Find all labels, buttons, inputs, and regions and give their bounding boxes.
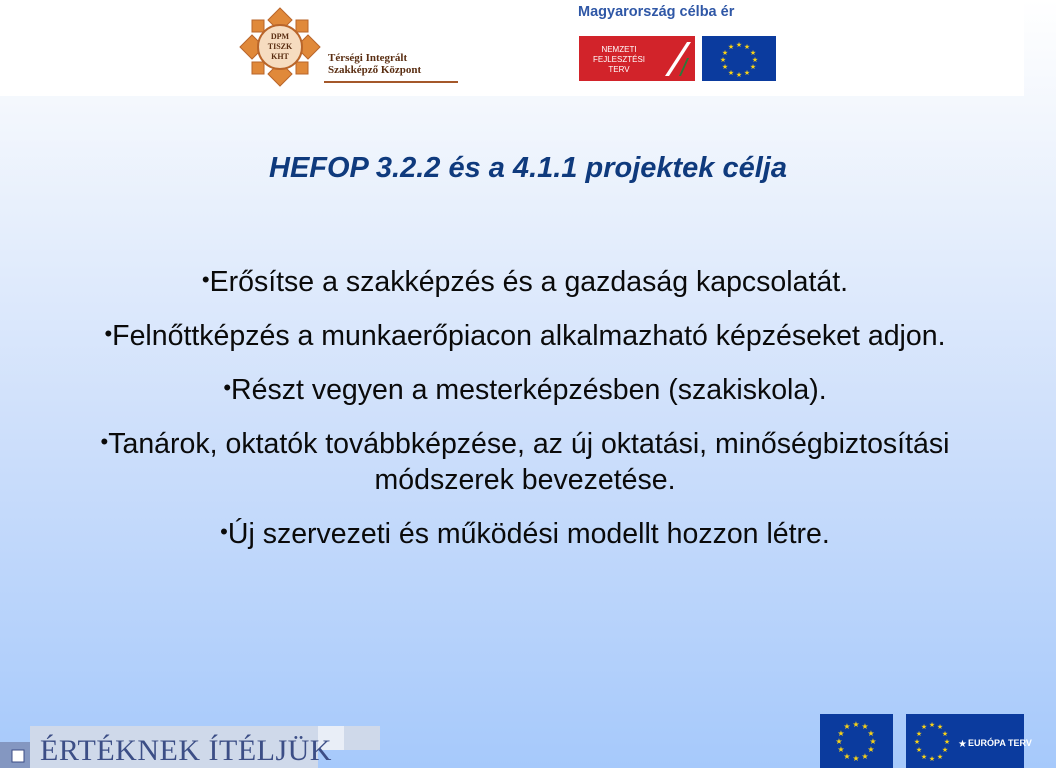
svg-text:★: ★ xyxy=(751,56,759,64)
svg-text:★: ★ xyxy=(852,754,860,763)
tiszk-name-line-1: Térségi Integrált xyxy=(328,52,408,64)
svg-text:★: ★ xyxy=(861,722,869,731)
bullet-item-4 xyxy=(70,424,980,498)
svg-text:★: ★ xyxy=(936,723,944,731)
bullet-text: Felnőttképzés a munkaerőpiacon alkalmazható képzéseket adjon. xyxy=(112,320,946,352)
footer-slogan: ÉRTÉKNEK ÍTÉLJÜK xyxy=(40,734,332,767)
nft-line-2: FEJLESZTÉSI xyxy=(592,55,646,64)
svg-text:★: ★ xyxy=(915,746,923,754)
tiszk-name-line-2: Szakképző Központ xyxy=(328,64,422,76)
svg-text:★: ★ xyxy=(837,745,845,754)
svg-text:★: ★ xyxy=(743,43,751,51)
bullet-text: Új szervezeti és működési modellt hozzon létre. xyxy=(227,518,830,550)
nft-line-1: NEMZETI xyxy=(601,45,637,54)
bullet-item-2 xyxy=(70,316,980,354)
emblem-line-2: TISZK xyxy=(267,42,293,51)
emblem-line-1: DPM xyxy=(270,32,290,41)
bullet-marker: • xyxy=(201,267,210,292)
svg-text:★: ★ xyxy=(928,721,936,729)
svg-text:★: ★ xyxy=(743,69,751,77)
svg-text:★: ★ xyxy=(958,739,967,750)
logo-underline xyxy=(324,81,458,83)
bullet-text: Erősítse a szakképzés és a gazdaság kapcsolatát. xyxy=(209,266,849,298)
slide-title: HEFOP 3.2.2 és a 4.1.1 projektek célja xyxy=(269,152,787,184)
svg-text:★: ★ xyxy=(941,730,949,738)
svg-text:★: ★ xyxy=(719,56,727,64)
svg-text:★: ★ xyxy=(727,69,735,77)
svg-text:★: ★ xyxy=(920,753,928,761)
bullet-list xyxy=(70,262,980,568)
europa-terv-badge xyxy=(906,714,1032,768)
svg-text:★: ★ xyxy=(727,43,735,51)
svg-text:★: ★ xyxy=(936,753,944,761)
bullet-text: Részt vegyen a mesterképzésben (szakiskola). xyxy=(231,374,827,406)
svg-text:★: ★ xyxy=(928,755,936,763)
svg-text:★: ★ xyxy=(913,738,921,746)
svg-text:★: ★ xyxy=(920,723,928,731)
tiszk-emblem-icon xyxy=(236,6,324,88)
nft-line-3: TERV xyxy=(608,65,630,74)
bullet-item-1 xyxy=(70,262,980,300)
svg-text:★: ★ xyxy=(735,41,743,49)
bullet-marker: • xyxy=(220,519,228,544)
svg-text:★: ★ xyxy=(749,63,757,71)
bullet-item-5 xyxy=(70,514,980,552)
bullet-item-3 xyxy=(70,370,980,408)
svg-text:★: ★ xyxy=(843,752,851,761)
svg-text:★: ★ xyxy=(869,737,877,746)
eu-flag-icon xyxy=(820,714,893,768)
svg-text:★: ★ xyxy=(735,71,743,79)
emblem-line-3: KHT xyxy=(271,52,289,61)
svg-text:★: ★ xyxy=(941,746,949,754)
bullet-marker: • xyxy=(100,429,109,454)
banner-title: Magyarország célba ér xyxy=(578,4,735,20)
svg-text:★: ★ xyxy=(749,49,757,57)
svg-text:★: ★ xyxy=(867,745,875,754)
slide-header xyxy=(0,0,1024,96)
svg-text:★: ★ xyxy=(915,730,923,738)
nft-badge xyxy=(579,36,695,81)
svg-text:★: ★ xyxy=(843,722,851,731)
tiszk-name xyxy=(328,52,421,76)
tiszk-logo xyxy=(236,6,458,88)
svg-text:★: ★ xyxy=(943,738,951,746)
svg-text:★: ★ xyxy=(867,729,875,738)
bullet-text: Tanárok, oktatók továbbképzése, az új oktatási, minőségbiztosítási módszerek bevezetése. xyxy=(108,428,950,496)
svg-text:★: ★ xyxy=(721,63,729,71)
europa-terv-label: EURÓPA TERV xyxy=(968,738,1032,748)
svg-text:★: ★ xyxy=(835,737,843,746)
svg-text:★: ★ xyxy=(852,720,860,729)
svg-text:★: ★ xyxy=(837,729,845,738)
bullet-marker: • xyxy=(104,321,113,346)
svg-text:★: ★ xyxy=(721,49,729,57)
svg-text:★: ★ xyxy=(861,752,869,761)
eu-flag-icon xyxy=(702,36,776,81)
bullet-marker: • xyxy=(223,375,232,400)
